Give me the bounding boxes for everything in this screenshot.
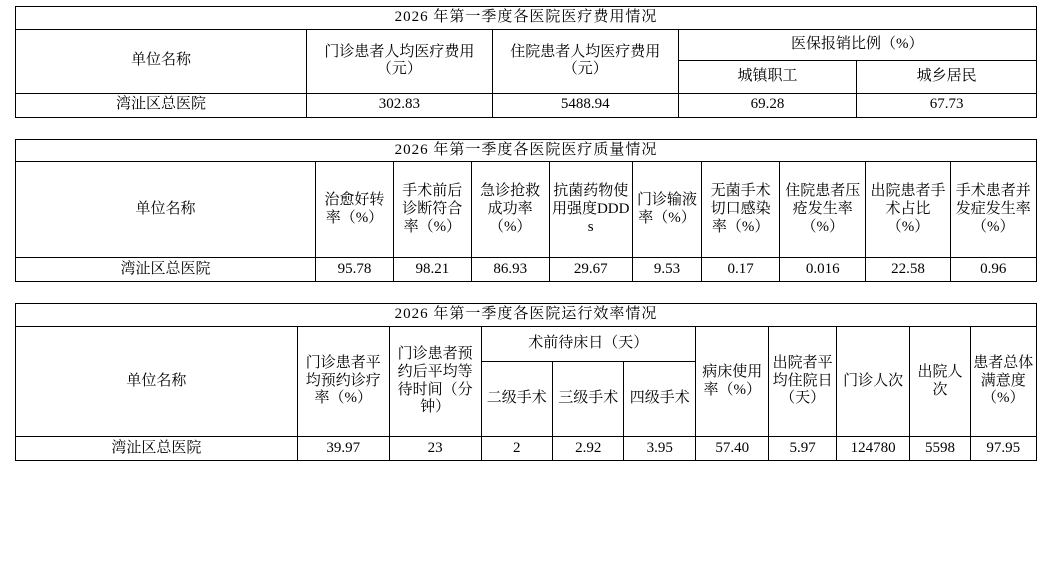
table-header-row: [16, 327, 1037, 362]
document-page: [0, 6, 1052, 582]
medical-quality-table-block: [15, 139, 1037, 283]
header-urban-employee: 城镇职工: [678, 60, 857, 93]
cell-discharges: 5598: [910, 437, 970, 461]
cell-outpatient-infusion-rate: 9.53: [632, 258, 701, 282]
cell-outpatient-visits: 124780: [836, 437, 910, 461]
cell-unit-name: 湾沚区总医院: [16, 258, 316, 282]
header-avg-wait-after-appointment: 门诊患者预约后平均等待时间（分钟）: [389, 327, 481, 437]
header-bed-utilization: 病床使用率（%）: [695, 327, 769, 437]
header-preop-postop-diagnosis-match: 手术前后诊断符合率（%）: [393, 162, 471, 258]
header-surgical-complication-rate: 手术患者并发症发生率（%）: [950, 162, 1036, 258]
header-unit-name: 单位名称: [16, 29, 307, 93]
table-title-row: [16, 304, 1037, 327]
cell-level2-surgery: 2: [481, 437, 552, 461]
header-emergency-rescue-success: 急诊抢救成功率（%）: [471, 162, 549, 258]
header-level4-surgery: 四级手术: [624, 362, 695, 437]
cell-inpatient-pressure-ulcer-rate: 0.016: [780, 258, 866, 282]
cell-urban-employee: 69.28: [678, 93, 857, 117]
cell-patient-satisfaction: 97.95: [970, 437, 1036, 461]
cell-appointment-rate: 39.97: [297, 437, 389, 461]
cell-level3-surgery: 2.92: [553, 437, 624, 461]
cell-aseptic-incision-infection-rate: 0.17: [702, 258, 780, 282]
header-discharged-surgery-share: 出院患者手术占比（%）: [866, 162, 950, 258]
header-antibiotic-use-intensity: 抗菌药物使用强度DDDs: [549, 162, 632, 258]
cell-avg-length-of-stay: 5.97: [769, 437, 836, 461]
cell-unit-name: 湾沚区总医院: [16, 437, 298, 461]
header-outpatient-visits: 门诊人次: [836, 327, 910, 437]
medical-cost-table-block: [15, 6, 1037, 118]
header-level2-surgery: 二级手术: [481, 362, 552, 437]
header-outpatient-infusion-rate: 门诊输液率（%）: [632, 162, 701, 258]
cell-emergency-rescue-success: 86.93: [471, 258, 549, 282]
medical-quality-table: [15, 139, 1037, 283]
header-preop-waiting-days-group: 术前待床日（天）: [481, 327, 695, 362]
cell-antibiotic-use-intensity: 29.67: [549, 258, 632, 282]
header-discharges: 出院人次: [910, 327, 970, 437]
operating-efficiency-table-block: [15, 303, 1037, 461]
medical-cost-table: [15, 6, 1037, 118]
header-cure-rate: 治愈好转率（%）: [316, 162, 394, 258]
header-unit-name: 单位名称: [16, 327, 298, 437]
table-row: [16, 258, 1037, 282]
cell-unit-name: 湾沚区总医院: [16, 93, 307, 117]
table-row: [16, 437, 1037, 461]
header-aseptic-incision-infection-rate: 无菌手术切口感染率（%）: [702, 162, 780, 258]
header-urban-rural-resident: 城乡居民: [857, 60, 1037, 93]
cell-cure-rate: 95.78: [316, 258, 394, 282]
cell-surgical-complication-rate: 0.96: [950, 258, 1036, 282]
cell-urban-rural-resident: 67.73: [857, 93, 1037, 117]
table-header-row: [16, 29, 1037, 60]
header-patient-satisfaction: 患者总体满意度（%）: [970, 327, 1036, 437]
operating-efficiency-table: [15, 303, 1037, 461]
cell-discharged-surgery-share: 22.58: [866, 258, 950, 282]
header-inpatient-cost: 住院患者人均医疗费用（元）: [492, 29, 678, 93]
header-insurance-group: 医保报销比例（%）: [678, 29, 1036, 60]
table-title: 2026 年第一季度各医院医疗费用情况: [16, 7, 1037, 30]
header-unit-name: 单位名称: [16, 162, 316, 258]
table-row: [16, 93, 1037, 117]
table-title: 2026 年第一季度各医院医疗质量情况: [16, 139, 1037, 162]
cell-bed-utilization: 57.40: [695, 437, 769, 461]
table-title-row: [16, 139, 1037, 162]
header-inpatient-pressure-ulcer-rate: 住院患者压疮发生率（%）: [780, 162, 866, 258]
cell-outpatient-cost: 302.83: [306, 93, 492, 117]
header-outpatient-cost: 门诊患者人均医疗费用（元）: [306, 29, 492, 93]
table-title-row: [16, 7, 1037, 30]
header-appointment-rate: 门诊患者平均预约诊疗率（%）: [297, 327, 389, 437]
cell-inpatient-cost: 5488.94: [492, 93, 678, 117]
header-level3-surgery: 三级手术: [553, 362, 624, 437]
cell-avg-wait-after-appointment: 23: [389, 437, 481, 461]
cell-preop-postop-diagnosis-match: 98.21: [393, 258, 471, 282]
table-header-row: [16, 162, 1037, 258]
header-avg-length-of-stay: 出院者平均住院日（天）: [769, 327, 836, 437]
table-title: 2026 年第一季度各医院运行效率情况: [16, 304, 1037, 327]
cell-level4-surgery: 3.95: [624, 437, 695, 461]
